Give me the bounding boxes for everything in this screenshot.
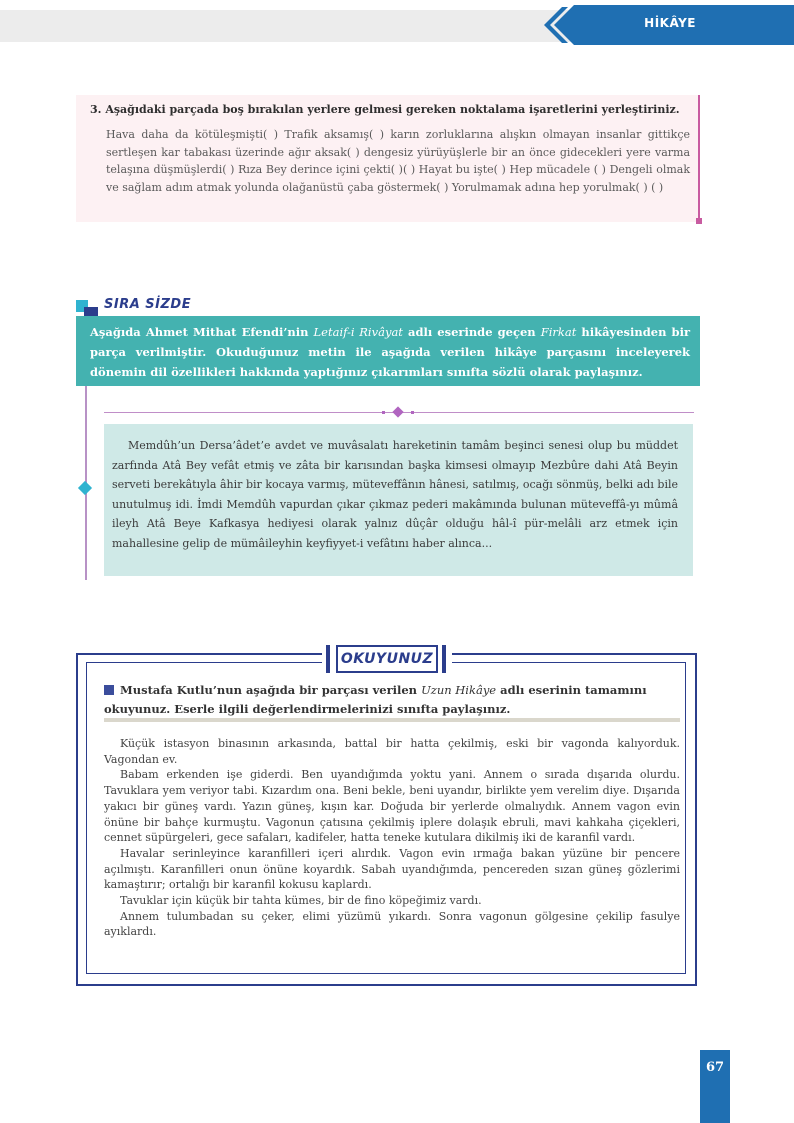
firkat-passage-text: Memdûh’un Dersa’âdet’e avdet ve muvâsalatı hareketinin tamâm beşinci senesi olup bu müddet zarfında Atâ Bey vefât etmiş ve zâta bir karısından başka kimsesi olmayıp Mezbûre dahi Atâ Beyin serveti berekâtıyla âhir bir kocaya varmış, müteveffânın hânesi, satılmış, ocağı sönmüş, belki adı bile unutulmuş idi. İmdi Memdûh vapurdan çıkar çıkmaz pederi makâmında bulunan müteveffâ-yı mûmâ ileyh Atâ Beye Kafkasya hediyesi olarak yalnız dûçâr olduğu hâl-î pür-melâli arz etmek için mahallesine gelip de mümâileyhin keyfiyyet-i vefâtını haber alınca... [112, 439, 678, 550]
excerpt-paragraph: Annem tulumbadan su çeker, elimi yüzümü yıkardı. Sonra vagonun gölgesine çekilip fasulye ayıklardı. [104, 909, 680, 939]
excerpt-paragraph: Küçük istasyon binasının arkasında, battal bir hatta çekilmiş, eski bir vagonda kalıyorduk. Vagondan ev. [104, 737, 680, 766]
badge-bar-left [326, 645, 330, 673]
excerpt-paragraph: Havalar serinleyince karanfilleri içeri alırdık. Vagon evin ırmağa bakan yüzüne bir pencere açılmıştı. Karanfilleri onun önüne koyardık. Sabah uyandığımda, pencereden sızan güneş gözlerimi kamaştırır; ortalığı bir karanfil kokusu kaplardı. [104, 846, 680, 892]
uzun-hikaye-excerpt [104, 736, 680, 940]
question-3-title: 3. Aşağıdaki parçada boş bırakılan yerlere gelmesi gereken noktalama işaretlerini yerleştiriniz. [90, 103, 680, 116]
ornament-diamond-icon [392, 406, 403, 417]
okuyunuz-prompt-rule [104, 718, 680, 722]
section-label: HİKÂYE [644, 16, 696, 30]
ornament-dot [411, 411, 414, 414]
excerpt-paragraph: Babam erkenden işe giderdi. Ben uyandığımda yoktu yani. Annem o sırada dışarıda olurdu. Tavuklara yem veriyor tabi. Kızardım ona. Beni bekle, beni uyandır, birlikte yem verelim diye. Dışarıda yakıcı bir güneş vardı. Yazın güneş, kışın kar. Doğuda bir yerlerde olmalıydık. Annem vagon evin önüne bir bahçe kurmuştu. Vagonun çatısına çekilmiş iplere dolaşık ebruli, mavi kahkaha çiçekleri, cennet süpürgeleri, gece safaları, kadifeler, hatta teneke kutulara dikilmiş iki de karanfil vardı. [104, 768, 680, 845]
okuyunuz-badge-label: OKUYUNUZ [340, 651, 434, 667]
badge-bar-right [442, 645, 446, 673]
sira-sizde-prompt: Aşağıda Ahmet Mithat Efendi’nin Letaif-i Rivâyat adlı eserinde geçen Firkat hikâyesinden bir parça verilmiştir. Okuduğunuz metin ile aşağıda verilen hikâye parçasını inceleyerek dönemin dil özellikleri hakkında yaptığınız çıkarımları sınıfta sözlü olarak paylaşınız. [90, 325, 690, 379]
diamond-icon [78, 481, 92, 495]
question-3-rule-dot [696, 218, 702, 224]
okuyunuz-prompt: Mustafa Kutlu’nun aşağıda bir parçası verilen Uzun Hikâye adlı eserinin tamamını okuyunuz. Eserle ilgili değerlendirmelerinizi sınıfta paylaşınız. [104, 683, 647, 716]
okuyunuz-badge [336, 645, 438, 673]
question-3-side-rule [698, 95, 700, 221]
question-3-body: Hava daha da kötüleşmişti( ) Trafik aksamış( ) karın zorluklarına alışkın olmayan insanlar gittikçe sertleşen kar tabakası üzerinde ağır aksak( ) dengesiz yürüyüşlerle bir an önce gidecekleri yere varma telaşına düşmüşlerdi( ) Rıza Bey derince içini çekti( )( ) Hayat bu işte( ) Hep mücadele ( ) Dengeli olmak ve sağlam adım atmak yolunda olağanüstü çaba göstermek( ) Yorulmamak adına hep yorulmak( ) ( ) [106, 128, 690, 194]
ornament-dot [382, 411, 385, 414]
sira-sizde-heading: SIRA SİZDE [104, 297, 192, 312]
page-number: 67 [705, 1060, 725, 1075]
excerpt-paragraph: Tavuklar için küçük bir tahta kümes, bir de fino köpeğimiz vardı. [120, 894, 482, 908]
